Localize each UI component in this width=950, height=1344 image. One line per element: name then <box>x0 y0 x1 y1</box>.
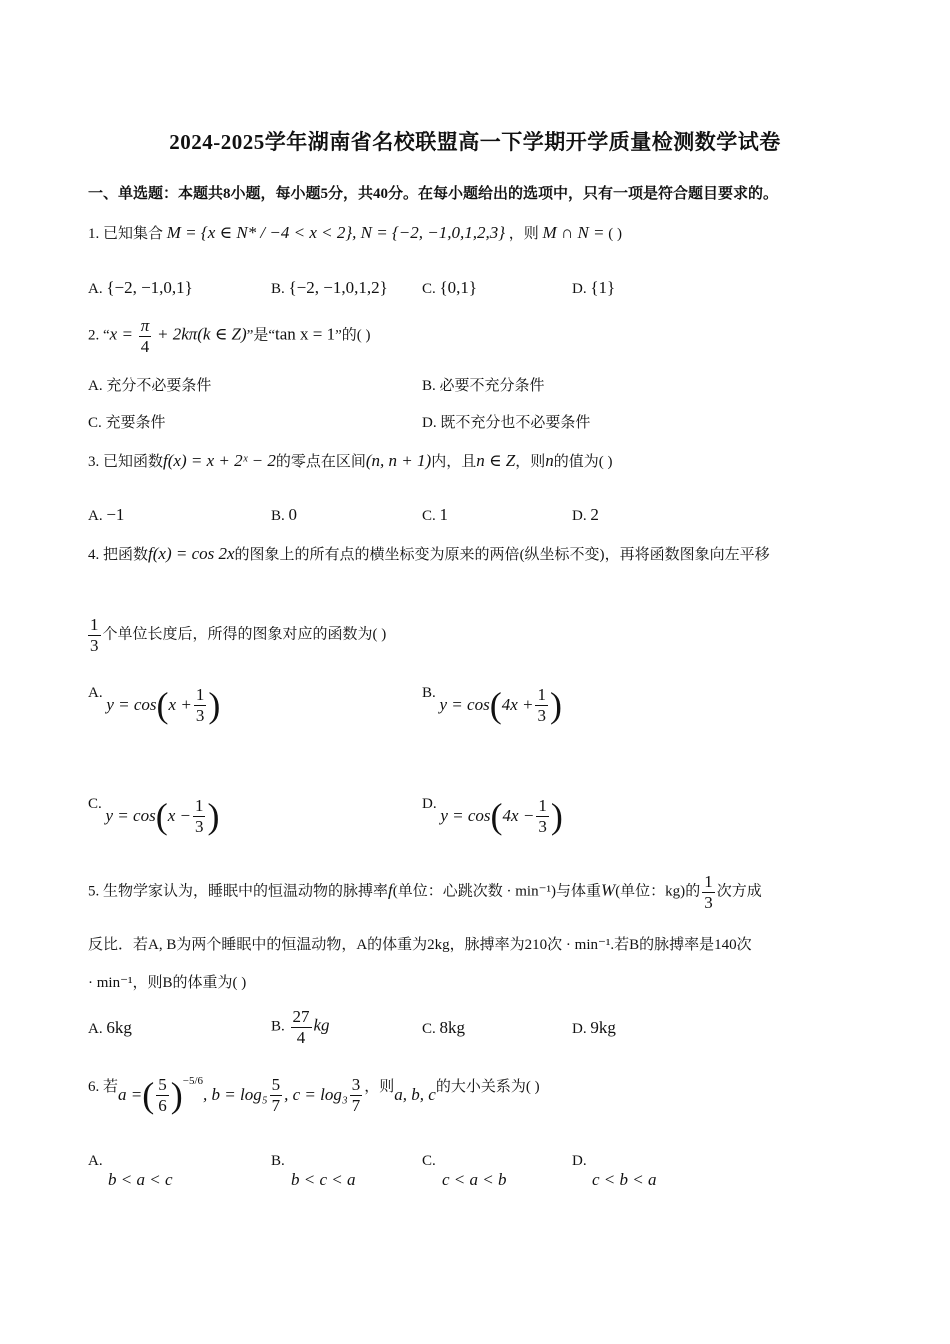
option-label: D. <box>422 415 437 431</box>
fraction-numerator: 1 <box>194 796 204 815</box>
q3-option-d[interactable] <box>572 505 599 525</box>
question-3 <box>88 450 613 471</box>
option-text: c < a < b <box>442 1170 507 1189</box>
open-paren: ( <box>490 796 503 837</box>
question-5-line2: 反比．若A, B为两个睡眠中的恒温动物，A的体重为2kg，脉搏率为210次 · min⁻¹.若B的脉搏率是140次 <box>88 937 752 953</box>
option-label: A. <box>88 685 103 701</box>
open-paren: ( <box>142 1075 155 1116</box>
q1-mid: ，则 <box>508 226 539 242</box>
q5-l1d: 与体重 <box>556 883 602 900</box>
option-label: C. <box>422 1153 436 1169</box>
option-label: A. <box>88 1153 103 1169</box>
q4-option-d[interactable] <box>422 796 563 836</box>
fraction-denominator: 4 <box>296 1027 306 1047</box>
fraction-denominator: 7 <box>351 1095 361 1115</box>
option-text: {−2, −1,0,1} <box>106 278 193 297</box>
option-text: 既不充分也不必要条件 <box>440 415 591 431</box>
option-pre: y = cos <box>440 806 491 826</box>
option-label: B. <box>271 1153 285 1169</box>
q1-option-b[interactable] <box>271 278 388 298</box>
option-label: A. <box>88 281 103 297</box>
q3-condition: n ∈ Z <box>476 451 516 470</box>
q2-lhs: x = <box>109 324 133 344</box>
q6-b-part: , b = log₅ <box>203 1085 268 1105</box>
close-paren: ) <box>549 685 562 726</box>
option-text: {−2, −1,0,1,2} <box>288 278 388 297</box>
option-text: 充要条件 <box>105 415 166 431</box>
q3-option-a[interactable] <box>88 505 124 525</box>
q2-condition: tan x = 1 <box>275 324 336 344</box>
close-paren: ) <box>208 685 221 726</box>
q1-expression: M ∩ N = <box>542 223 605 242</box>
question-1 <box>88 222 622 243</box>
q5-l1b: f <box>388 880 393 900</box>
option-label: B. <box>271 508 285 524</box>
option-label: D. <box>572 281 587 297</box>
fraction-denominator: 7 <box>271 1095 281 1115</box>
q6-a-lhs: a = <box>118 1085 143 1105</box>
option-text: 0 <box>288 505 298 524</box>
option-label: B. <box>422 378 436 394</box>
q6-vars: a, b, c <box>394 1085 436 1105</box>
option-fraction <box>535 685 548 725</box>
q2-mid: ”是“ <box>246 327 276 344</box>
option-inner: 4x + <box>501 695 534 715</box>
q4-tail2: 个单位长度后，所得的图象对应的函数为( ) <box>102 626 387 643</box>
option-text: 充分不必要条件 <box>106 378 212 394</box>
question-4 <box>88 543 770 564</box>
q2-option-d[interactable] <box>422 411 590 432</box>
q4-fraction <box>88 615 101 655</box>
option-fraction <box>291 1007 312 1047</box>
option-label: D. <box>572 508 587 524</box>
close-paren: ) <box>170 1075 183 1116</box>
option-label: C. <box>422 1021 436 1037</box>
q6-option-a[interactable] <box>88 1153 173 1190</box>
q1-tail: ( ) <box>608 226 623 242</box>
option-label: C. <box>88 415 102 431</box>
question-5 <box>88 872 762 912</box>
q1-option-c[interactable] <box>422 278 477 298</box>
fraction-numerator: 5 <box>158 1075 167 1094</box>
q2-option-a[interactable] <box>88 374 211 395</box>
option-label: B. <box>422 685 436 701</box>
fraction-denominator: 6 <box>158 1095 167 1115</box>
option-unit: kg <box>313 1015 330 1035</box>
q2-tail: ”的( ) <box>335 327 371 344</box>
open-paren: ( <box>156 685 169 726</box>
q6-tail: 的大小关系为( ) <box>435 1079 540 1095</box>
q5-l1h: 次方成 <box>716 883 762 900</box>
fraction-numerator: 1 <box>537 685 546 704</box>
option-text: 6kg <box>106 1018 132 1037</box>
q1-prefix: 1. 已知集合 <box>88 226 164 242</box>
option-pre: y = cos <box>439 695 490 715</box>
option-text: {0,1} <box>439 278 478 297</box>
q3-option-c[interactable] <box>422 505 448 525</box>
q1-option-a[interactable] <box>88 278 193 298</box>
q3-mid2: 内，且 <box>431 454 477 470</box>
option-pre: y = cos <box>105 806 156 826</box>
q4-prefix: 4. 把函数 <box>88 547 149 563</box>
option-label: C. <box>88 796 102 812</box>
q5-option-c[interactable] <box>422 1018 465 1038</box>
q4-paren: (纵坐标不变) <box>519 547 605 563</box>
q3-function: f(x) = x + 2ˣ − 2 <box>163 451 276 470</box>
option-label: A. <box>88 508 103 524</box>
option-inner: x + <box>168 695 192 715</box>
open-paren: ( <box>489 685 502 726</box>
q4-option-c[interactable] <box>88 796 219 836</box>
page-title: 2024-2025学年湖南省名校联盟高一下学期开学质量检测数学试卷 <box>169 130 781 154</box>
q5-l1c: (单位：心跳次数 · min⁻¹) <box>392 883 556 900</box>
q4-mid: 的图象上的所有点的横坐标变为原来的两倍 <box>234 547 520 563</box>
option-text: 必要不充分条件 <box>439 378 545 394</box>
fraction-numerator: 1 <box>704 872 713 891</box>
q2-rest: + 2kπ(k ∈ Z) <box>156 324 247 344</box>
fraction-numerator: 1 <box>195 685 205 704</box>
option-text: b < a < c <box>108 1170 173 1189</box>
q2-option-b[interactable] <box>422 374 545 395</box>
option-fraction <box>193 796 206 836</box>
question-6 <box>88 1075 540 1115</box>
q4-function: f(x) = cos 2x <box>148 544 235 563</box>
q5-l1f: (单位：kg) <box>615 883 686 900</box>
q3-tail: 的值为( ) <box>553 454 613 470</box>
q6-c-part: , c = log₃ <box>284 1085 348 1105</box>
q5-option-b[interactable] <box>271 1007 330 1047</box>
q5-l1e: W <box>601 880 616 900</box>
q5-option-d[interactable] <box>572 1018 616 1038</box>
option-inner: x − <box>167 806 191 826</box>
q6-a-fraction <box>156 1075 169 1115</box>
fraction-numerator: π <box>140 316 150 335</box>
option-text: 2 <box>590 505 599 524</box>
q6-option-c[interactable] <box>422 1153 507 1190</box>
q5-fraction <box>702 872 715 912</box>
q6-prefix: 6. 若 <box>88 1079 119 1095</box>
option-label: C. <box>422 508 436 524</box>
option-text: 8kg <box>439 1018 466 1037</box>
q3-mid3: ，则 <box>515 454 546 470</box>
option-label: B. <box>271 1018 285 1035</box>
question-5-line3: · min⁻¹，则B的体重为( ) <box>88 975 247 991</box>
option-inner: 4x − <box>502 806 535 826</box>
option-text: b < c < a <box>291 1170 356 1189</box>
q3-interval: (n, n + 1) <box>365 451 432 470</box>
fraction-denominator: 3 <box>195 705 205 725</box>
option-text: {1} <box>590 278 616 297</box>
fraction-denominator: 3 <box>538 816 547 836</box>
q4-option-b[interactable] <box>422 685 562 725</box>
q1-option-d[interactable] <box>572 278 615 298</box>
q5-l1g: 的 <box>685 883 701 900</box>
option-pre: y = cos <box>106 695 157 715</box>
q6-option-d[interactable] <box>572 1153 657 1190</box>
fraction-numerator: 1 <box>90 615 99 634</box>
option-text: c < b < a <box>592 1170 657 1189</box>
fraction-denominator: 3 <box>194 816 204 836</box>
fraction-numerator: 3 <box>351 1075 361 1094</box>
section-heading: 一、单选题：本题共8小题，每小题5分，共40分。在每小题给出的选项中，只有一项是符合题目要求的。 <box>88 186 779 202</box>
fraction-denominator: 4 <box>140 336 150 356</box>
close-paren: ) <box>207 796 220 837</box>
q6-c-fraction <box>350 1075 363 1115</box>
q3-prefix: 3. 已知函数 <box>88 454 164 470</box>
q5-l1a: 5. 生物学家认为，睡眠中的恒温动物的脉搏率 <box>88 883 389 900</box>
fraction-denominator: 3 <box>704 892 713 912</box>
q1-set-expression: M = {x ∈ N* / −4 < x < 2}, N = {−2, −1,0,1,2,3} <box>166 223 505 242</box>
q5-option-a[interactable] <box>88 1018 132 1038</box>
option-fraction <box>194 685 207 725</box>
q6-a-exponent: −5/6 <box>182 1075 204 1087</box>
question-2 <box>88 316 371 356</box>
option-fraction <box>536 796 549 836</box>
option-text: 1 <box>439 505 449 524</box>
q4-option-a[interactable] <box>88 685 220 725</box>
q3-option-b[interactable] <box>271 505 297 525</box>
option-label: D. <box>572 1021 587 1037</box>
option-text: 9kg <box>590 1018 616 1037</box>
q6-b-fraction <box>270 1075 283 1115</box>
q2-prefix: 2. “ <box>88 327 110 344</box>
q4-tail1: ，再将函数图象向左平移 <box>604 547 770 563</box>
q6-option-b[interactable] <box>271 1153 356 1190</box>
q3-mid1: 的零点在区间 <box>275 454 366 470</box>
close-paren: ) <box>550 796 563 837</box>
fraction-numerator: 27 <box>292 1007 310 1026</box>
option-label: A. <box>88 378 103 394</box>
fraction-numerator: 1 <box>538 796 547 815</box>
fraction-denominator: 3 <box>90 635 99 655</box>
option-label: D. <box>572 1153 587 1169</box>
q3-variable: n <box>545 451 554 470</box>
fraction-denominator: 3 <box>537 705 546 725</box>
fraction-numerator: 5 <box>271 1075 281 1094</box>
q6-mid: ，则 <box>364 1079 395 1095</box>
option-label: A. <box>88 1021 103 1037</box>
q2-fraction <box>139 316 152 356</box>
q2-option-c[interactable] <box>88 411 166 432</box>
option-label: D. <box>422 796 437 812</box>
open-paren: ( <box>155 796 168 837</box>
question-4-line2 <box>88 615 386 655</box>
option-label: C. <box>422 281 436 297</box>
option-text: −1 <box>106 505 125 524</box>
option-label: B. <box>271 281 285 297</box>
